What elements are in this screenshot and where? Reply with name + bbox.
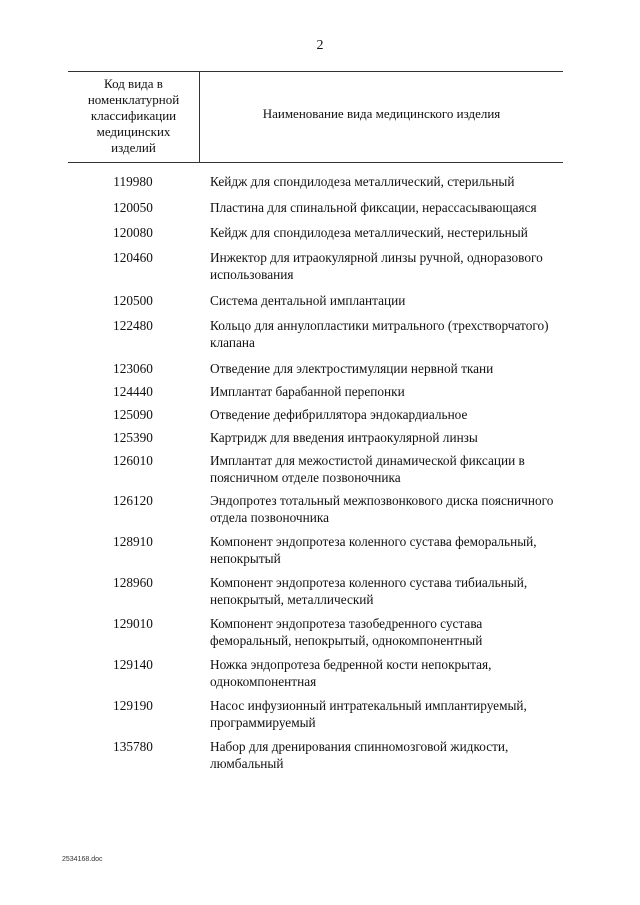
table-row [68,360,563,377]
table-row [68,199,563,216]
row-name: Отведение дефибриллятора эндокардиальное [210,407,468,422]
row-name: Насос инфузионный интратекальный имплантируемый, программируемый [210,698,527,730]
row-name: Пластина для спинальной фиксации, нерассасывающаяся [210,200,537,215]
row-name: Эндопротез тотальный межпозвонкового диска поясничного отдела позвоночника [210,493,554,525]
row-name: Отведение для электростимуляции нервной ткани [210,361,494,376]
table-row [68,383,563,400]
row-code: 129010 [113,616,153,631]
row-code: 129190 [113,698,153,713]
table-row [68,533,563,567]
table-body [68,163,563,772]
table-row [68,615,563,649]
row-name: Система дентальной имплантации [210,293,406,308]
row-code: 123060 [113,361,153,376]
row-code: 128960 [113,575,153,590]
row-code: 120050 [113,200,153,215]
table-row [68,224,563,241]
row-code: 129140 [113,657,153,672]
table-row [68,173,563,190]
table-row [68,452,563,486]
row-name: Ножка эндопротеза бедренной кости непокрытая, однокомпонентная [210,657,492,689]
row-code: 125090 [113,407,153,422]
footer-filename: 2534168.doc [62,856,103,863]
table-row [68,656,563,690]
row-code: 119980 [113,174,153,189]
row-code: 120460 [113,250,153,265]
table-row [68,492,563,526]
row-code: 125390 [113,430,153,445]
table-header [68,71,563,163]
table-row [68,738,563,772]
row-name: Набор для дренирования спинномозговой жидкости, люмбальный [210,739,509,771]
header-code-line: номенклатурной [87,92,180,107]
row-name: Кейдж для спондилодеза металлический, стерильный [210,174,515,189]
row-name: Компонент эндопротеза коленного сустава феморальный, непокрытый [210,534,537,566]
row-name: Кейдж для спондилодеза металлический, нестерильный [210,225,528,240]
header-code-line: Код вида в [104,76,163,91]
row-code: 135780 [113,739,153,754]
page-number: 2 [316,38,324,53]
row-code: 126120 [113,493,153,508]
row-code: 120500 [113,293,153,308]
row-code: 122480 [113,318,153,333]
table-row [68,574,563,608]
row-name: Компонент эндопротеза тазобедренного сустава феморальный, непокрытый, однокомпонентный [210,616,483,648]
table-row [68,317,563,351]
row-name: Картридж для введения интраокулярной линзы [210,430,478,445]
header-code [68,72,200,162]
header-code-line: изделий [111,140,156,155]
header-name: Наименование вида медицинского изделия [262,106,501,121]
header-code-line: классификации [90,108,177,123]
row-code: 126010 [113,453,153,468]
table-row [68,697,563,731]
table-row [68,292,563,309]
row-name: Имплантат для межостистой динамической фиксации в поясничном отделе позвоночника [210,453,525,485]
row-code: 124440 [113,384,153,399]
header-code-line: медицинских [96,124,171,139]
table-row [68,429,563,446]
row-name: Компонент эндопротеза коленного сустава тибиальный, непокрытый, металлический [210,575,528,607]
table-row [68,406,563,423]
devices-table [68,71,563,772]
row-name: Инжектор для итраокулярной линзы ручной, одноразового использования [210,250,543,282]
row-name: Имплантат барабанной перепонки [210,384,405,399]
row-code: 120080 [113,225,153,240]
row-code: 128910 [113,534,153,549]
row-name: Кольцо для аннулопластики митрального (трехстворчатого) клапана [210,318,549,350]
table-row [68,249,563,283]
